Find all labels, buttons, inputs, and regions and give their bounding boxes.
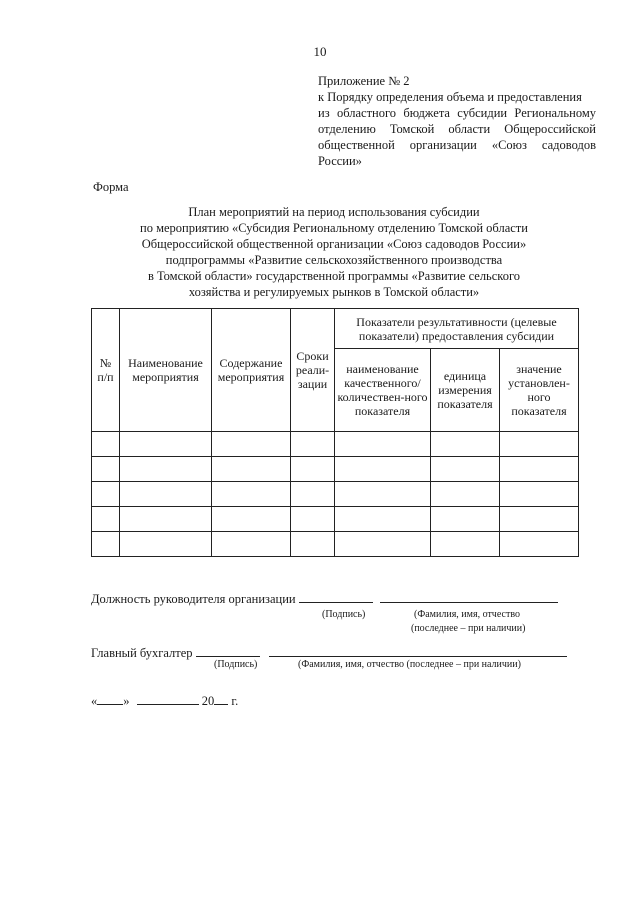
plan-table xyxy=(91,308,579,557)
head-signature-caption: (Подпись) xyxy=(322,609,366,620)
table-row xyxy=(92,482,579,507)
date-year-suffix: г. xyxy=(231,694,239,708)
accountant-label: Главный бухгалтер xyxy=(91,646,193,660)
plan-title-line: в Томской области» государственной программы «Развитие сельского xyxy=(147,269,521,283)
date-open-quote: « xyxy=(91,694,98,708)
appendix-line: отделению Томской области Общероссийской xyxy=(318,122,596,136)
header-indicator-name: наименование качественного/ количествен-ного показателя xyxy=(335,349,431,432)
appendix-line: из областного бюджета субсидии Региональному xyxy=(318,106,596,120)
plan-title-line: План мероприятий на период использования субсидии xyxy=(188,205,480,219)
header-unit: единица измерения показателя xyxy=(431,349,500,432)
accountant-signature-field[interactable] xyxy=(196,656,260,657)
head-position-label: Должность руководителя организации xyxy=(91,592,296,606)
header-number: № п/п xyxy=(92,309,120,432)
page-number: 10 xyxy=(313,44,327,59)
head-name-caption: (Фамилия, имя, отчество xyxy=(414,609,520,620)
date-close-quote: » xyxy=(123,694,130,708)
head-name-caption-2: (последнее – при наличии) xyxy=(411,623,526,634)
accountant-name-caption: (Фамилия, имя, отчество (последнее – при наличии) xyxy=(298,659,521,670)
header-event-content: Содержание мероприятия xyxy=(212,309,291,432)
date-month-field[interactable] xyxy=(137,704,199,705)
date-year-prefix: 20 xyxy=(201,694,215,708)
date-day-field[interactable] xyxy=(97,704,123,705)
date-year-field[interactable] xyxy=(214,704,228,705)
accountant-name-field[interactable] xyxy=(269,656,567,657)
table-row xyxy=(92,457,579,482)
table-row xyxy=(92,507,579,532)
date-line xyxy=(91,694,238,709)
table-row xyxy=(92,432,579,457)
appendix-line: общественной организации «Союз садоводов xyxy=(318,138,596,152)
plan-title-line: Общероссийской общественной организации «Союз садоводов России» xyxy=(141,237,527,251)
table-row xyxy=(92,532,579,557)
appendix-line: России» xyxy=(318,154,362,168)
plan-title-line: подпрограммы «Развитие сельскохозяйственного производства xyxy=(165,253,503,267)
accountant-signature-caption: (Подпись) xyxy=(214,659,258,670)
header-event-name: Наименование мероприятия xyxy=(120,309,212,432)
header-indicators-group: Показатели результативности (целевые показатели) предоставления субсидии xyxy=(335,309,579,349)
appendix-line: Приложение № 2 xyxy=(318,74,410,88)
head-name-field[interactable] xyxy=(380,602,558,603)
head-signature-field[interactable] xyxy=(299,602,373,603)
plan-title-line: по мероприятию «Субсидия Региональному отделению Томской области xyxy=(140,221,528,235)
appendix-header xyxy=(318,73,596,169)
header-terms: Сроки реали-зации xyxy=(291,309,335,432)
header-value: значение установлен-ного показателя xyxy=(500,349,579,432)
plan-title xyxy=(90,204,578,300)
appendix-line: к Порядку определения объема и предоставления xyxy=(318,90,582,104)
form-label: Форма xyxy=(93,180,129,194)
head-signature-line xyxy=(91,592,558,607)
plan-title-line: хозяйства и регулируемых рынков в Томской области» xyxy=(188,285,480,299)
